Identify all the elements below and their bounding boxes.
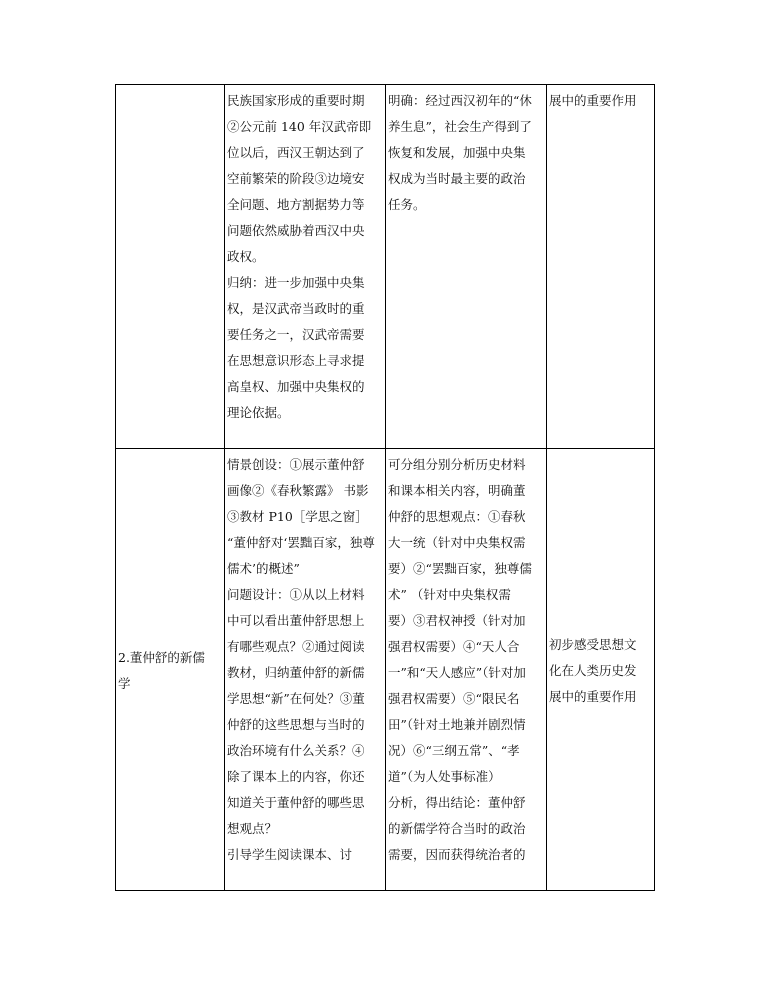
topic-cell xyxy=(116,449,225,891)
teacher-activity-cell xyxy=(225,449,386,891)
text-line: 任务。 xyxy=(388,197,426,212)
text-line: 知道关于董仲舒的哪些思 xyxy=(227,795,365,810)
text-line: 除了课本上的内容，你还 xyxy=(227,769,365,784)
text-line: 2.董仲舒的新儒 xyxy=(118,650,205,665)
text-line: 初步感受思想文 xyxy=(549,637,637,652)
text-line: 强君权需要）④“天人合 xyxy=(388,639,520,654)
text-line: 和课本相关内容，明确董 xyxy=(388,483,526,498)
text-line: 要任务之一，汉武帝需要 xyxy=(227,327,365,342)
text-line: 理论依据。 xyxy=(227,405,290,420)
text-line: 一”和“天人感应”（针对加 xyxy=(388,665,526,680)
text-line: 大一统（针对中央集权需 xyxy=(388,535,526,550)
text-line: 需要，因而获得统治者的 xyxy=(388,847,526,862)
text-line: 化在人类历史发 xyxy=(549,663,637,678)
text-line: ②公元前 140 年汉武帝即 xyxy=(227,119,372,134)
design-intent-cell xyxy=(547,85,655,449)
text-line: 仲舒的这些思想与当时的 xyxy=(227,717,365,732)
text-line: 强君权需要）⑤“限民名 xyxy=(388,691,520,706)
text-line: 学思想“新”在何处？③董 xyxy=(227,691,365,706)
text-line: 的新儒学符合当时的政治 xyxy=(388,821,526,836)
lesson-plan-table xyxy=(115,84,655,891)
teacher-activity-cell xyxy=(225,85,386,449)
text-line: 有哪些观点？②通过阅读 xyxy=(227,639,365,654)
text-line: ③教材 P10［学思之窗］ xyxy=(227,509,368,524)
text-line: 要）③君权神授（针对加 xyxy=(388,613,526,628)
text-line: 归纳：进一步加强中央集 xyxy=(227,275,365,290)
student-activity-cell xyxy=(386,85,547,449)
text-line: 引导学生阅读课本、讨 xyxy=(227,847,353,862)
text-line: 术” （针对中央集权需 xyxy=(388,587,511,602)
text-line: 全问题、地方割据势力等 xyxy=(227,197,365,212)
text-line: 画像②《春秋繁露》 书影 xyxy=(227,483,369,498)
text-line: 政权。 xyxy=(227,249,265,264)
text-line: 恢复和发展，加强中央集 xyxy=(388,145,526,160)
text-line: 学 xyxy=(118,676,131,691)
table-row xyxy=(116,449,655,891)
text-line: 况）⑥“三纲五常”、“孝 xyxy=(388,743,520,758)
text-line: 养生息”，社会生产得到了 xyxy=(388,119,532,134)
text-line: 权成为当时最主要的政治 xyxy=(388,171,526,186)
text-line: 位以后，西汉王朝达到了 xyxy=(227,145,365,160)
table-row xyxy=(116,85,655,449)
text-line: 想观点？ xyxy=(227,821,278,836)
text-line: 问题设计：①从以上材料 xyxy=(227,587,365,602)
text-line: 中可以看出董仲舒思想上 xyxy=(227,613,365,628)
design-intent-cell xyxy=(547,449,655,891)
text-line: 空前繁荣的阶段③边境安 xyxy=(227,171,365,186)
topic-cell xyxy=(116,85,225,449)
text-line: 要）②“罢黜百家，独尊儒 xyxy=(388,561,532,576)
student-activity-cell xyxy=(386,449,547,891)
text-line: 田”（针对土地兼并剧烈情 xyxy=(388,717,526,732)
text-line: “董仲舒对‘罢黜百家，独尊 xyxy=(227,535,375,550)
text-line: 明确：经过西汉初年的“休 xyxy=(388,93,532,108)
text-line: 教材，归纳董仲舒的新儒 xyxy=(227,665,365,680)
text-line: 民族国家形成的重要时期 xyxy=(227,93,365,108)
text-line: 在思想意识形态上寻求提 xyxy=(227,353,365,368)
text-line: 权，是汉武帝当政时的重 xyxy=(227,301,365,316)
text-line: 高皇权、加强中央集权的 xyxy=(227,379,365,394)
text-line: 仲舒的思想观点：①春秋 xyxy=(388,509,526,524)
text-line: 可分组分别分析历史材料 xyxy=(388,457,526,472)
text-line: 情景创设：①展示董仲舒 xyxy=(227,457,365,472)
text-line: 分析，得出结论：董仲舒 xyxy=(388,795,526,810)
text-line: 展中的重要作用 xyxy=(549,93,637,108)
text-line: 道”（为人处事标准） xyxy=(388,769,501,784)
text-line: 儒术’的概述” xyxy=(227,561,300,576)
text-line: 政治环境有什么关系？④ xyxy=(227,743,365,758)
text-line: 展中的重要作用 xyxy=(549,689,637,704)
text-line: 问题依然威胁着西汉中央 xyxy=(227,223,365,238)
